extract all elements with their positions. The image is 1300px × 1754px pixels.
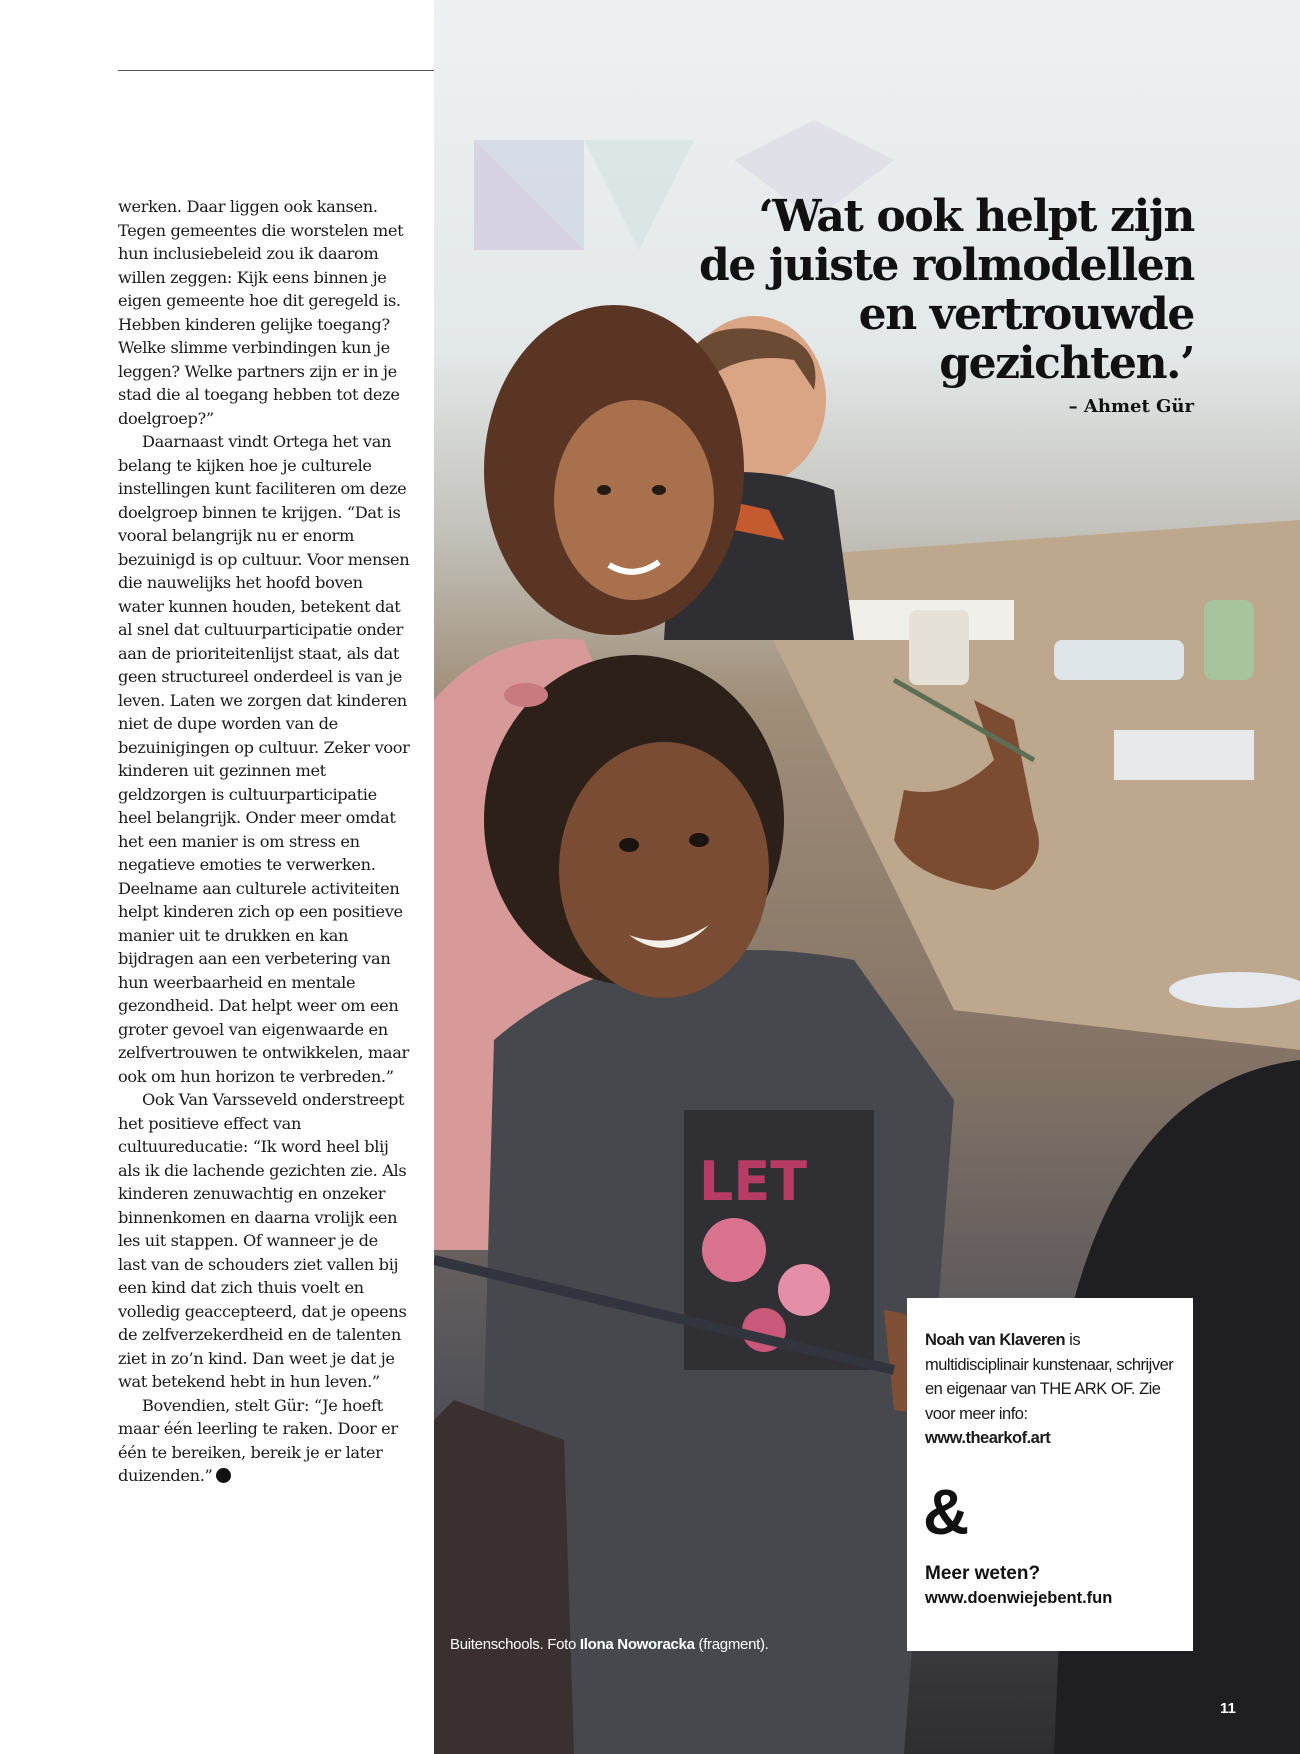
author-bio-text: is multidisciplinair kunstenaar, schrijver en eigenaar van THE ARK OF. Zie voor meer info: <box>925 1331 1174 1423</box>
pull-quote-line-3: en vertrouwde <box>858 289 1194 340</box>
article-body-column <box>118 195 410 1488</box>
svg-text:LET: LET <box>699 1150 808 1213</box>
more-info-url-link[interactable]: www.doenwiejebent.fun <box>925 1589 1113 1607</box>
pull-quote-line-2: de juiste rolmodellen <box>698 240 1194 291</box>
author-url-link[interactable]: www.thearkof.art <box>925 1429 1051 1447</box>
author-bio <box>925 1328 1183 1451</box>
photo-caption <box>450 1636 769 1653</box>
body-paragraph-3: Ook Van Varsseveld onderstreept het positieve effect van cultuureducatie: “Ik word heel blij als ik die lachende gezichten zie. Als kinderen zenuwachtig en onzeker binnenkomen en daarna vrolijk een les uit stappen. Of wanneer je de last van de schouders ziet vallen bij een kind dat zich thuis voelt en volledig geaccepteerd, dat je opeens de zelfverzekerdheid en de talenten ziet in zo’n kind. Dan weet je dat je wat betekend hebt in hun leven.” <box>118 1090 407 1391</box>
page-number: 11 <box>1220 1700 1236 1717</box>
body-paragraph-4 <box>118 1394 410 1488</box>
caption-photographer: Ilona Noworacka <box>579 1636 695 1653</box>
end-mark-icon <box>216 1468 231 1483</box>
ampersand-icon: & <box>923 1476 970 1548</box>
caption-suffix: (fragment). <box>694 1636 769 1653</box>
more-info-title: Meer weten? <box>925 1563 1041 1584</box>
pull-quote-line-4: gezichten.’ <box>939 338 1194 389</box>
author-info-box <box>907 1298 1193 1651</box>
pull-quote-line-1: ‘Wat ook helpt zijn <box>758 191 1194 242</box>
author-name: Noah van Klaveren <box>925 1331 1066 1349</box>
caption-prefix: Buitenschools. Foto <box>450 1636 580 1653</box>
body-paragraph-4-text: Bovendien, stelt Gür: “Je hoeft maar één leerling te raken. Door er één te bereiken, bereik je er later duizenden.” <box>118 1395 398 1485</box>
pull-quote <box>650 192 1194 388</box>
body-paragraph-1: werken. Daar liggen ook kansen. Tegen gemeentes die worstelen met hun inclusiebeleid zou ik daarom willen zeggen: Kijk eens binnen je eigen gemeente hoe dit geregeld is. Hebben kinderen gelijke toegang? Welke slimme verbindingen kun je leggen? Welke partners zijn er in je stad die al toegang hebben tot deze doelgroep?” <box>118 197 404 428</box>
body-paragraph-2: Daarnaast vindt Ortega het van belang te kijken hoe je culturele instellingen kunt faciliteren om deze doelgroep binnen te krijgen. “Dat is vooral belangrijk nu er enorm bezuinigd is op cultuur. Voor mensen die nauwelijks het hoofd boven water kunnen houden, betekent dat al snel dat cultuurparticipatie onder aan de prioriteitenlijst staat, als dat geen structureel onderdeel is van je leven. Laten we zorgen dat kinderen niet de dupe worden van de bezuinigingen op cultuur. Zeker voor kinderen uit gezinnen met geldzorgen is cultuurparticipatie heel belangrijk. Onder meer omdat het een manier is om stress en negatieve emoties te verwerken. Deelname aan culturele activiteiten helpt kinderen zich op een positieve manier uit te drukken en kan bijdragen aan een verbetering van hun weerbaarheid en mentale gezondheid. Dat helpt weer om een groter gevoel van eigenwaarde en zelfvertrouwen te ontwikkelen, maar ook om hun horizon te verbreden.” <box>118 432 410 1086</box>
top-rule <box>118 70 434 71</box>
quote-attribution: – Ahmet Gür <box>1068 396 1194 417</box>
